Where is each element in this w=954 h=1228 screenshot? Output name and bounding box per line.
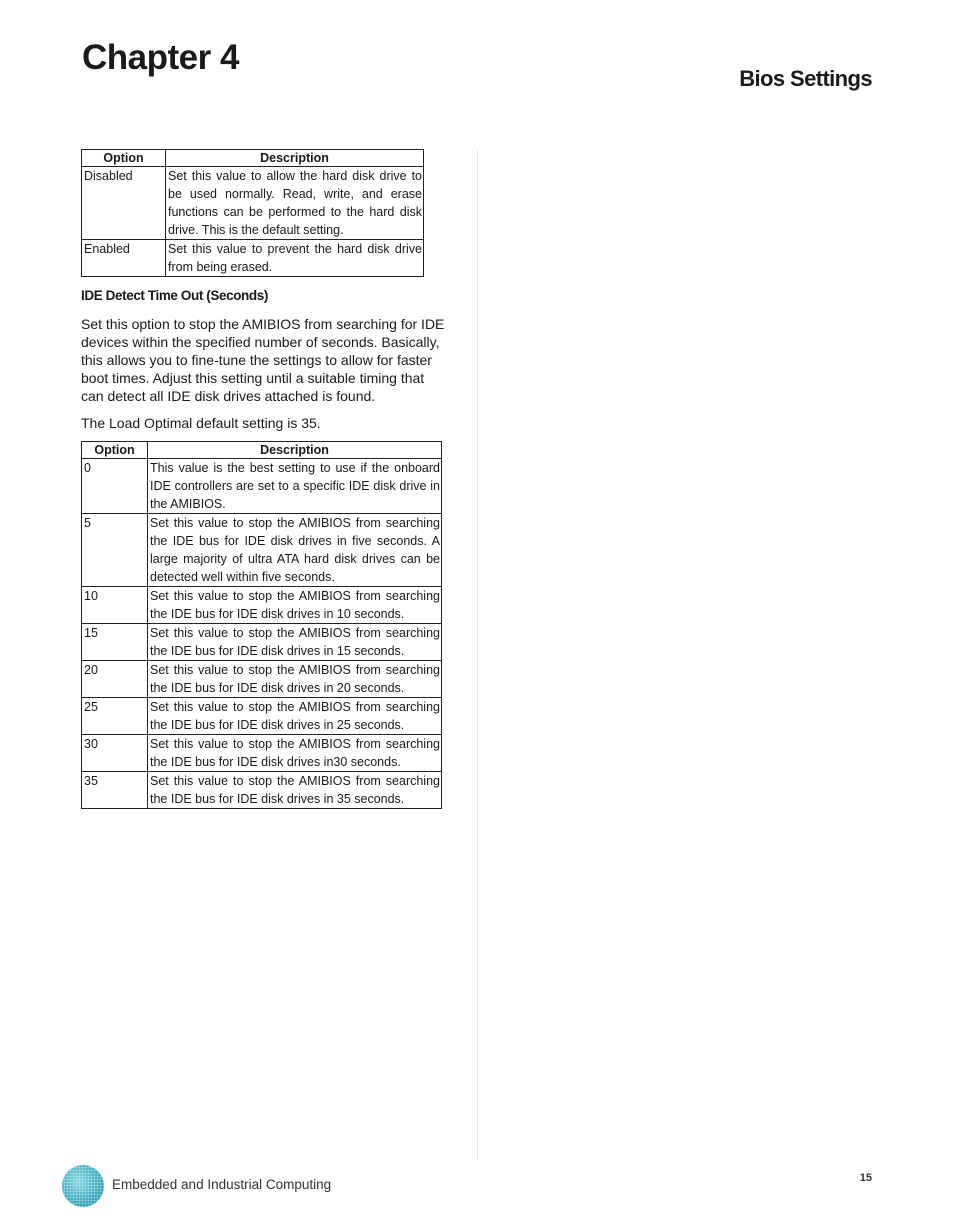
table-header-row (82, 150, 424, 167)
option-cell: 25 (82, 698, 148, 735)
table-row (82, 514, 442, 587)
description-cell: Set this value to stop the AMIBIOS from searching the IDE bus for IDE disk drives in 35 seconds. (148, 772, 442, 809)
column-divider (477, 150, 478, 1160)
table-row (82, 167, 424, 240)
option-cell: Disabled (82, 167, 166, 240)
description-cell: Set this value to allow the hard disk drive to be used normally. Read, write, and erase functions can be performed to the hard disk drive. This is the default setting. (166, 167, 424, 240)
description-cell: Set this value to stop the AMIBIOS from searching the IDE bus for IDE disk drives in 15 seconds. (148, 624, 442, 661)
ide-detect-heading: IDE Detect Time Out (Seconds) (81, 288, 268, 303)
option-cell: 10 (82, 587, 148, 624)
ide-detect-paragraph: Set this option to stop the AMIBIOS from searching for IDE devices within the specified number of seconds. Basically, this allows you to fine-tune the settings to allow for faster boot times. Adjust this setting until a suitable timing that can detect all IDE disk drives attached is found. (81, 316, 445, 404)
column-header-option: Option (82, 442, 148, 459)
table-row (82, 240, 424, 277)
table-row (82, 698, 442, 735)
option-cell: 15 (82, 624, 148, 661)
column-header-description: Description (166, 150, 424, 167)
globe-dots-logo-icon (60, 1163, 106, 1209)
table-header-row (82, 442, 442, 459)
option-cell: Enabled (82, 240, 166, 277)
option-cell: 0 (82, 459, 148, 514)
section-title: Bios Settings (739, 66, 872, 91)
column-header-option: Option (82, 150, 166, 167)
description-cell: Set this value to stop the AMIBIOS from searching the IDE bus for IDE disk drives in 20 seconds. (148, 661, 442, 698)
description-cell: Set this value to prevent the hard disk drive from being erased. (166, 240, 424, 277)
option-cell: 30 (82, 735, 148, 772)
page-number: 15 (859, 1172, 872, 1184)
table-row (82, 735, 442, 772)
description-cell: Set this value to stop the AMIBIOS from searching the IDE bus for IDE disk drives in 10 seconds. (148, 587, 442, 624)
table-row (82, 624, 442, 661)
table-row (82, 772, 442, 809)
footer-tagline: Embedded and Industrial Computing (112, 1177, 332, 1192)
option-cell: 35 (82, 772, 148, 809)
option-cell: 20 (82, 661, 148, 698)
erase-options-table (81, 149, 424, 277)
description-cell: Set this value to stop the AMIBIOS from searching the IDE bus for IDE disk drives in five seconds. A large majority of ultra ATA hard disk drives can be detected well within five seconds. (148, 514, 442, 587)
table-row (82, 459, 442, 514)
description-cell: Set this value to stop the AMIBIOS from searching the IDE bus for IDE disk drives in30 seconds. (148, 735, 442, 772)
column-header-description: Description (148, 442, 442, 459)
ide-timeout-table (81, 441, 442, 809)
default-setting-note: The Load Optimal default setting is 35. (81, 415, 321, 431)
option-cell: 5 (82, 514, 148, 587)
table-row (82, 661, 442, 698)
chapter-title: Chapter 4 (82, 38, 239, 77)
description-cell: Set this value to stop the AMIBIOS from searching the IDE bus for IDE disk drives in 25 seconds. (148, 698, 442, 735)
description-cell: This value is the best setting to use if the onboard IDE controllers are set to a specific IDE disk drive in the AMIBIOS. (148, 459, 442, 514)
table-row (82, 587, 442, 624)
